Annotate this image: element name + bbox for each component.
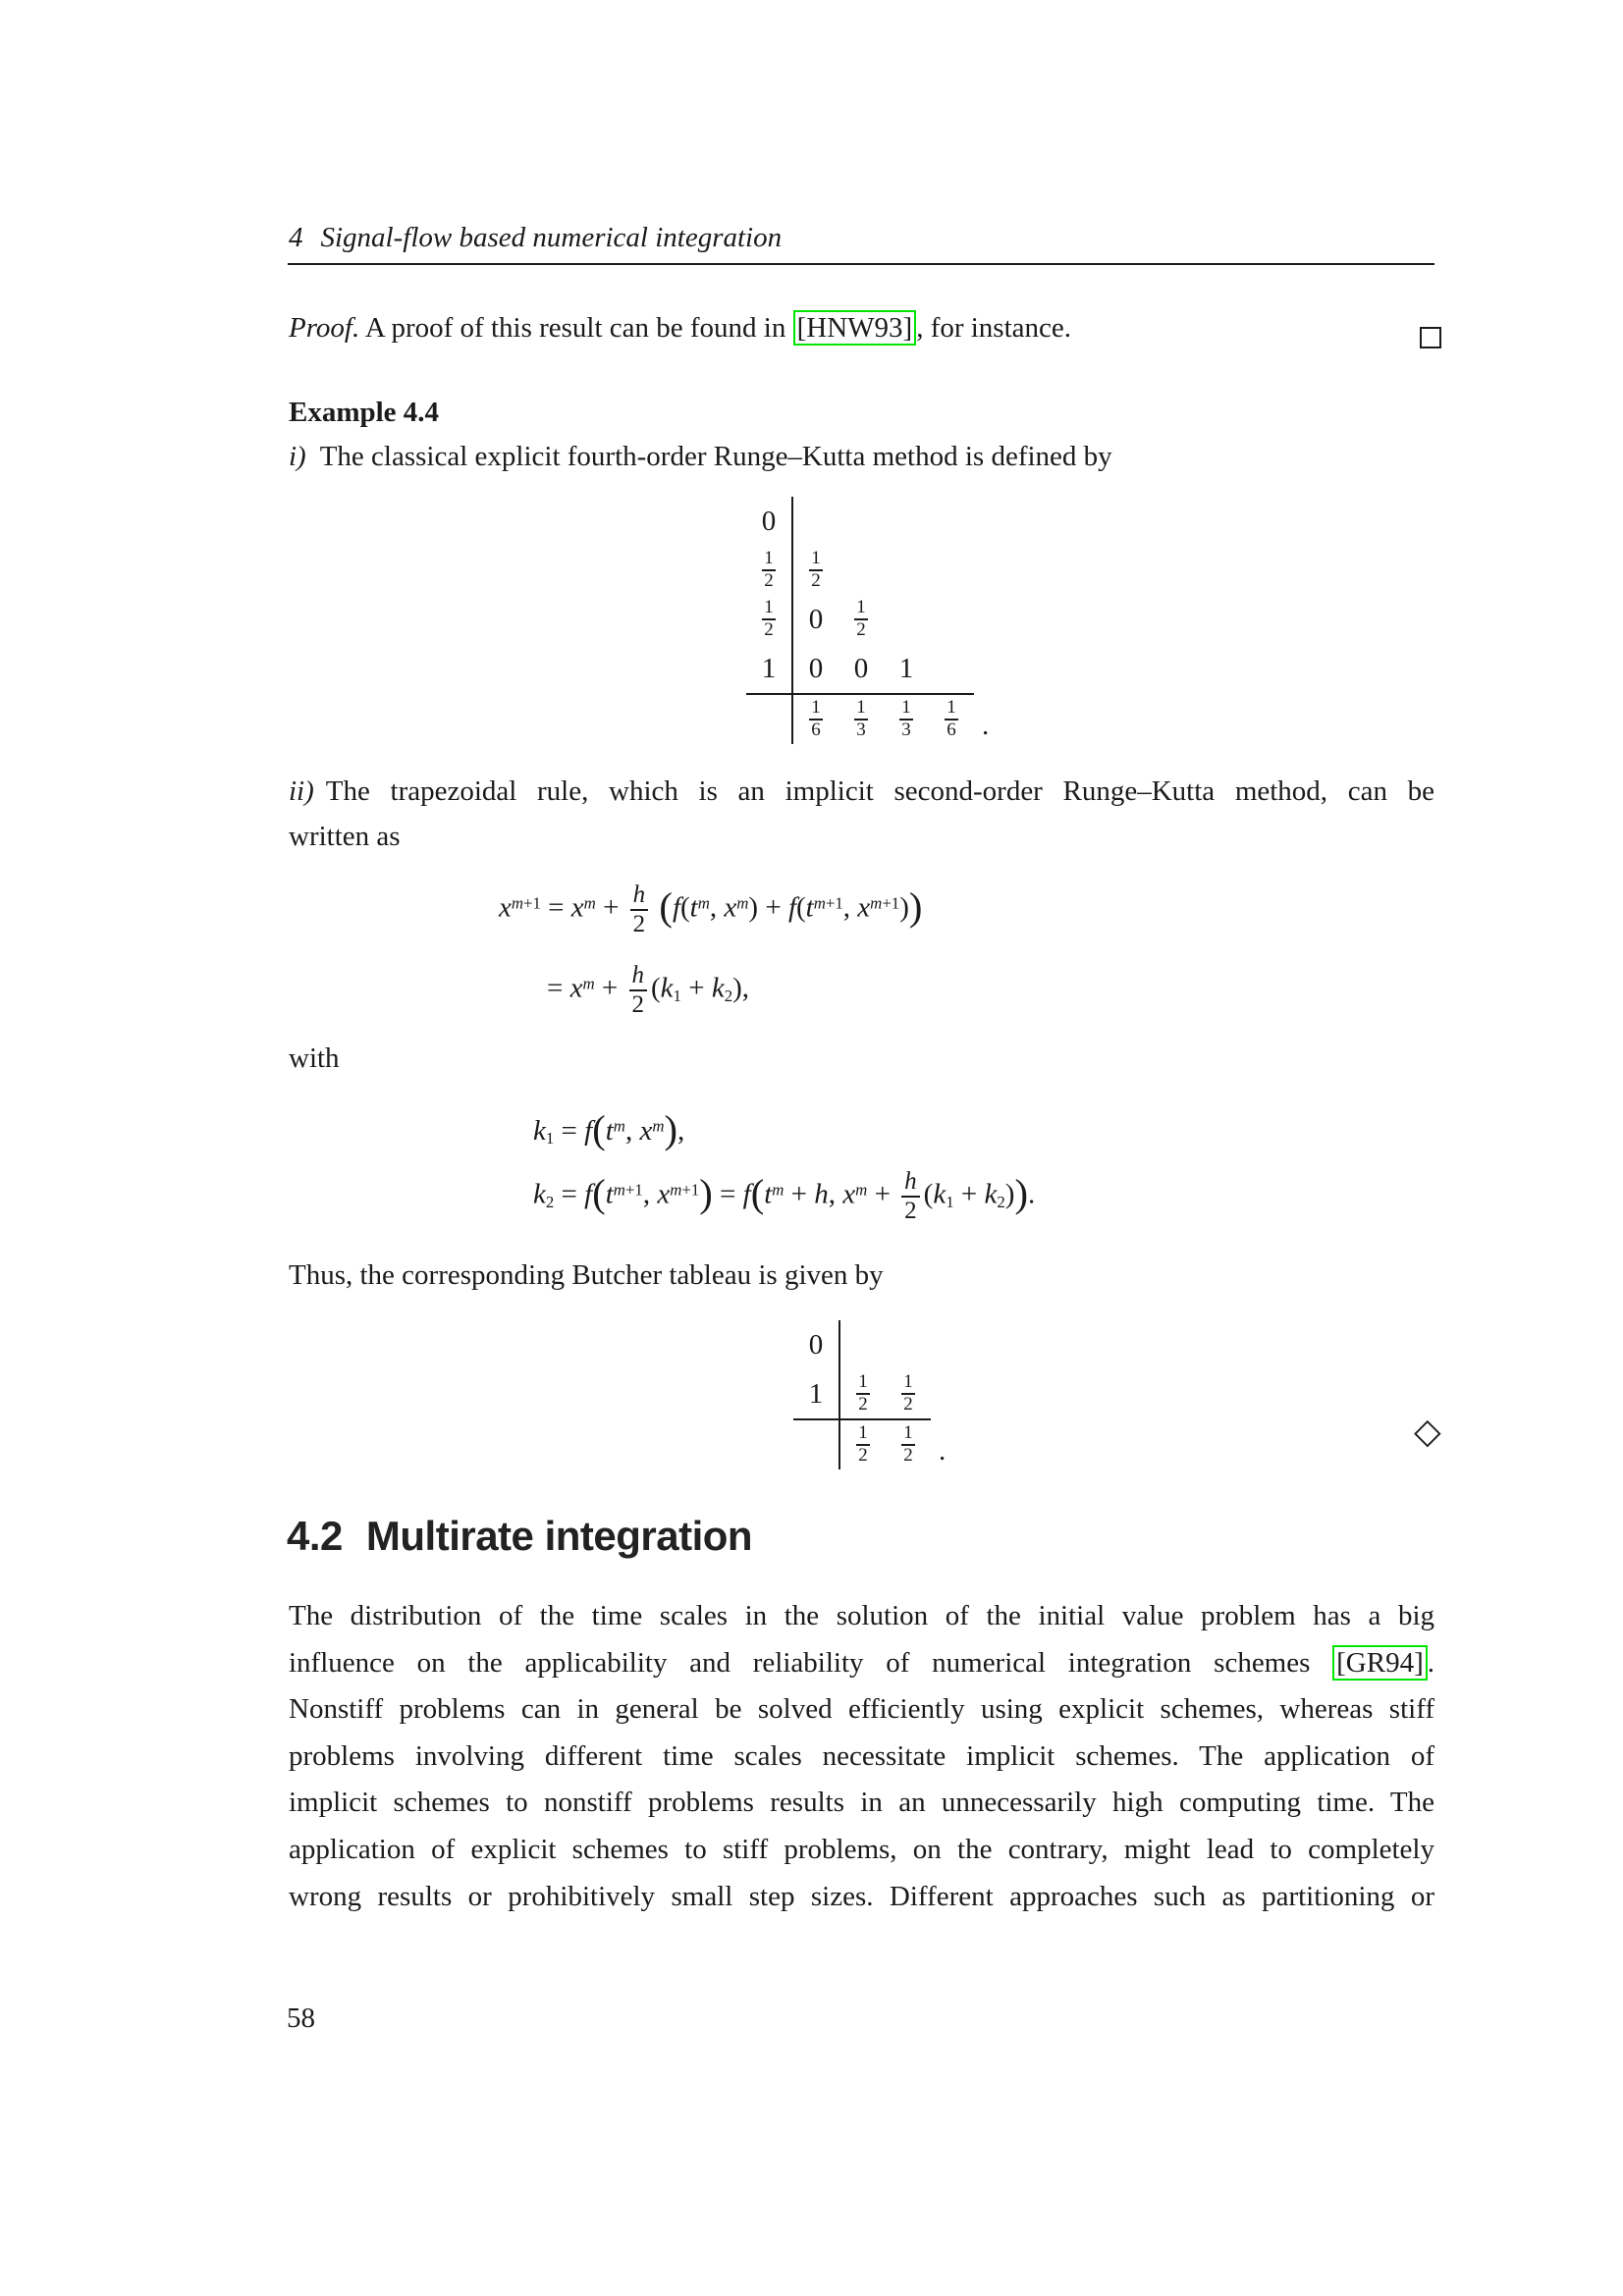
item-ii-continuation: written as	[289, 821, 401, 852]
tableau-cell: 1	[898, 652, 914, 684]
tableau-cell	[793, 497, 839, 546]
proof-text-after: , for instance.	[916, 312, 1072, 344]
tableau-cell	[886, 1320, 931, 1369]
qed-square-icon	[1420, 327, 1441, 348]
section-heading	[287, 1513, 752, 1560]
tableau-cell: 1 6	[793, 693, 839, 744]
tableau-cell	[884, 595, 929, 644]
tableau-cell: 1 2	[746, 546, 793, 595]
tableau-cell	[793, 1418, 840, 1469]
example-item-i	[289, 441, 1434, 473]
paragraph-line: Nonstiff problems can in general be solved efficiently using explicit schemes, whereas stiff	[289, 1693, 1434, 1726]
tableau-cell: 1 2	[886, 1418, 931, 1469]
equation-trapezoidal-line1: $x^{m+1} = x^m$ + $\frac{h}{2}$ ($f(t^m$, $x^m) + f(t^{m+1}$, $x^{m+1}$))	[499, 881, 923, 937]
tableau-cell	[839, 546, 884, 595]
butcher-tableau-trapezoidal	[793, 1320, 964, 1473]
tableau-cell	[746, 693, 793, 744]
example-heading: Example 4.4	[289, 397, 440, 428]
tableau-cell: 1 2	[811, 548, 821, 591]
tableau-cell	[839, 497, 884, 546]
proof-paragraph	[289, 312, 1408, 345]
tableau-cell: .	[982, 710, 990, 741]
tableau-cell	[931, 1369, 964, 1418]
paragraph-line: wrong results or prohibitively small step sizes. Different approaches such as partitioning or	[289, 1880, 1434, 1912]
tableau-cell: 1 2	[858, 1371, 868, 1415]
proof-label: Proof.	[289, 312, 360, 344]
tableau-cell: 0	[808, 652, 824, 684]
citation-link-gr94[interactable]: [GR94]	[1332, 1645, 1428, 1681]
running-header-title: Signal-flow based numerical integration	[320, 222, 783, 253]
running-header	[289, 222, 1434, 254]
page-number: 58	[287, 2002, 315, 2034]
tableau-cell	[974, 644, 1007, 693]
header-rule	[288, 263, 1434, 265]
tableau-cell: 1 2	[840, 1418, 886, 1469]
paragraph-line: problems involving different time scales necessitate implicit schemes. The application of	[289, 1739, 1434, 1772]
tableau-cell: 0	[746, 497, 793, 546]
example-end-diamond-icon: ◇	[1414, 1412, 1441, 1452]
section-title: Multirate integration	[365, 1513, 753, 1559]
item-i-text: The classical explicit fourth-order Runge–Kutta method is defined by	[319, 441, 1112, 472]
paragraph-text: influence on the applicability and reliability of numerical integration schemes	[289, 1646, 1333, 1679]
tableau-cell	[884, 497, 929, 546]
tableau-cell: 0	[793, 1320, 840, 1369]
tableau-cell	[974, 546, 1007, 595]
tableau-cell	[929, 497, 974, 546]
paragraph-line: implicit schemes to nonstiff problems results in an unnecessarily high computing time. The	[289, 1787, 1434, 1819]
tableau-cell: 1	[793, 1369, 840, 1418]
running-header-chapter-number: 4	[289, 222, 303, 253]
item-i-label: i)	[289, 441, 306, 472]
paragraph-text: .	[1427, 1646, 1434, 1679]
equation-k2: $k_2 = f(t^{m+1}$, $x^{m+1}) = f(t^m + h$, $x^m$ + $\frac{h}{2}$ $(k_1 + k_2)$).	[533, 1168, 1036, 1224]
citation-link-hnw93[interactable]: [HNW93]	[793, 310, 917, 346]
tableau-cell	[931, 1320, 964, 1369]
section-number: 4.2	[287, 1513, 343, 1559]
item-ii-text: The trapezoidal rule, which is an implicit second-order Runge–Kutta method, can be	[325, 775, 1434, 807]
tableau-cell: 1 3	[839, 693, 884, 744]
tableau-cell	[929, 595, 974, 644]
tableau-cell: 0	[853, 652, 869, 684]
tableau-cell	[974, 497, 1007, 546]
tableau-cell: 1 6	[929, 693, 974, 744]
tableau-cell	[929, 644, 974, 693]
tableau-cell	[840, 1320, 886, 1369]
tableau-cell	[884, 546, 929, 595]
tableau-cell: 1 2	[746, 595, 793, 644]
tableau-cell: .	[939, 1435, 947, 1467]
butcher-tableau-rk4	[746, 497, 1007, 748]
paragraph-line	[289, 1647, 1434, 1694]
tableau-cell: 1 2	[856, 597, 866, 640]
with-text: with	[289, 1042, 340, 1074]
tableau-cell: 1 2	[903, 1371, 913, 1415]
paragraph-line: application of explicit schemes to stiff problems, on the contrary, might lead to completely	[289, 1833, 1434, 1865]
equation-k1: $k_1 = f(t^m$, $x^m$),	[533, 1107, 685, 1152]
body-paragraph	[289, 1600, 1434, 1927]
tableau-cell: 0	[808, 603, 824, 635]
tableau-cell: 1 3	[884, 693, 929, 744]
tableau-cell	[974, 595, 1007, 644]
thus-text: Thus, the corresponding Butcher tableau is given by	[289, 1259, 884, 1291]
tableau-cell	[929, 546, 974, 595]
proof-text-before: A proof of this result can be found in	[359, 312, 793, 344]
example-item-ii	[289, 775, 1434, 808]
item-ii-label: ii)	[289, 775, 314, 807]
paragraph-line: The distribution of the time scales in the solution of the initial value problem has a big	[289, 1600, 1434, 1631]
equation-trapezoidal-line2: = $x^m$ + $\frac{h}{2}$ $(k_1 + k_2)$,	[547, 962, 750, 1018]
tableau-cell: 1	[746, 644, 793, 693]
